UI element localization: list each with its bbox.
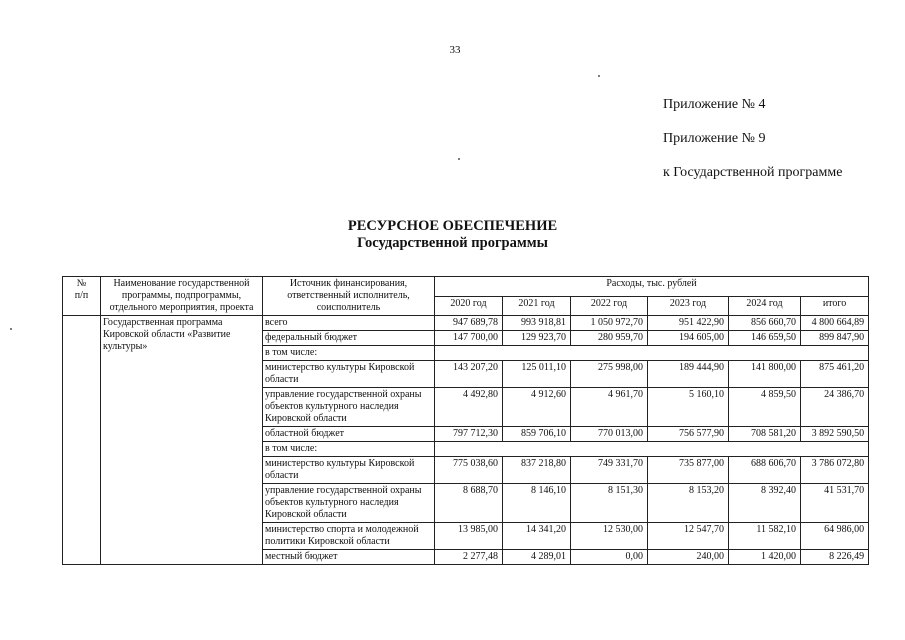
cell-value: 0,00 [571,550,648,565]
scan-speck [458,158,460,160]
cell-value: 1 420,00 [729,550,801,565]
annex-line-1: Приложение № 4 [663,97,766,112]
title-line-1: РЕСУРСНОЕ ОБЕСПЕЧЕНИЕ [347,218,558,234]
cell-empty [435,442,869,457]
page-number: 33 [449,44,461,56]
cell-total: 3 786 072,80 [801,457,869,484]
cell-value: 993 918,81 [503,316,571,331]
cell-value: 194 605,00 [648,331,729,346]
cell-value: 797 712,30 [435,427,503,442]
cell-value: 125 011,10 [503,361,571,388]
cell-value: 688 606,70 [729,457,801,484]
cell-value: 4 492,80 [435,388,503,427]
cell-source: федеральный бюджет [263,331,435,346]
cell-value: 8 146,10 [503,484,571,523]
cell-source: министерство культуры Кировской области [263,361,435,388]
cell-value: 146 659,50 [729,331,801,346]
cell-value: 129 923,70 [503,331,571,346]
cell-value: 735 877,00 [648,457,729,484]
header-year: 2021 год [503,296,571,316]
header-source: Источник финансирования, ответственный исполнитель, соисполнитель [263,277,435,316]
header-year: 2024 год [729,296,801,316]
cell-source: областной бюджет [263,427,435,442]
title-line-2: Государственной программы [357,235,548,251]
header-name: Наименование государственной программы, подпрограммы, отдельного мероприятия, проекта [101,277,263,316]
cell-total: 41 531,70 [801,484,869,523]
header-year: 2023 год [648,296,729,316]
cell-total: 875 461,20 [801,361,869,388]
cell-value: 749 331,70 [571,457,648,484]
header-expenses: Расходы, тыс. рублей [435,277,869,297]
cell-value: 708 581,20 [729,427,801,442]
cell-value: 8 392,40 [729,484,801,523]
cell-value: 856 660,70 [729,316,801,331]
annex-line-3: к Государственной программе [663,165,843,180]
cell-value: 147 700,00 [435,331,503,346]
cell-value: 13 985,00 [435,523,503,550]
cell-source: местный бюджет [263,550,435,565]
cell-total: 4 800 664,89 [801,316,869,331]
cell-value: 143 207,20 [435,361,503,388]
cell-value: 280 959,70 [571,331,648,346]
cell-value: 12 547,70 [648,523,729,550]
header-year: 2022 год [571,296,648,316]
cell-value: 8 688,70 [435,484,503,523]
cell-value: 240,00 [648,550,729,565]
cell-source: управление государственной охраны объектов культурного наследия Кировской области [263,388,435,427]
cell-program-name: Государственная программа Кировской области «Развитие культуры» [101,316,263,565]
cell-total: 64 986,00 [801,523,869,550]
cell-source: министерство культуры Кировской области [263,457,435,484]
scan-speck [598,75,600,77]
cell-value: 859 706,10 [503,427,571,442]
cell-value: 141 800,00 [729,361,801,388]
resource-table [62,276,869,565]
cell-source: в том числе: [263,442,435,457]
cell-value: 1 050 972,70 [571,316,648,331]
cell-value: 8 153,20 [648,484,729,523]
cell-value: 4 859,50 [729,388,801,427]
cell-total: 3 892 590,50 [801,427,869,442]
cell-value: 189 444,90 [648,361,729,388]
table-row [63,316,869,331]
cell-value: 775 038,60 [435,457,503,484]
cell-value: 275 998,00 [571,361,648,388]
cell-total: 899 847,90 [801,331,869,346]
header-no: № п/п [63,277,101,316]
cell-value: 11 582,10 [729,523,801,550]
cell-value: 756 577,90 [648,427,729,442]
header-total: итого [801,296,869,316]
cell-value: 947 689,78 [435,316,503,331]
cell-value: 14 341,20 [503,523,571,550]
cell-value: 770 013,00 [571,427,648,442]
header-row-1 [63,277,869,297]
cell-total: 8 226,49 [801,550,869,565]
cell-source: министерство спорта и молодежной политики Кировской области [263,523,435,550]
cell-value: 12 530,00 [571,523,648,550]
cell-value: 5 160,10 [648,388,729,427]
cell-value: 2 277,48 [435,550,503,565]
cell-value: 4 961,70 [571,388,648,427]
cell-value: 4 912,60 [503,388,571,427]
annex-line-2: Приложение № 9 [663,131,766,146]
header-year: 2020 год [435,296,503,316]
cell-source: в том числе: [263,346,435,361]
scan-speck [10,328,12,330]
cell-value: 4 289,01 [503,550,571,565]
cell-no [63,316,101,565]
cell-empty [435,346,869,361]
cell-source: управление государственной охраны объектов культурного наследия Кировской области [263,484,435,523]
cell-value: 8 151,30 [571,484,648,523]
cell-value: 837 218,80 [503,457,571,484]
cell-value: 951 422,90 [648,316,729,331]
cell-source: всего [263,316,435,331]
document-title [0,218,905,252]
cell-total: 24 386,70 [801,388,869,427]
